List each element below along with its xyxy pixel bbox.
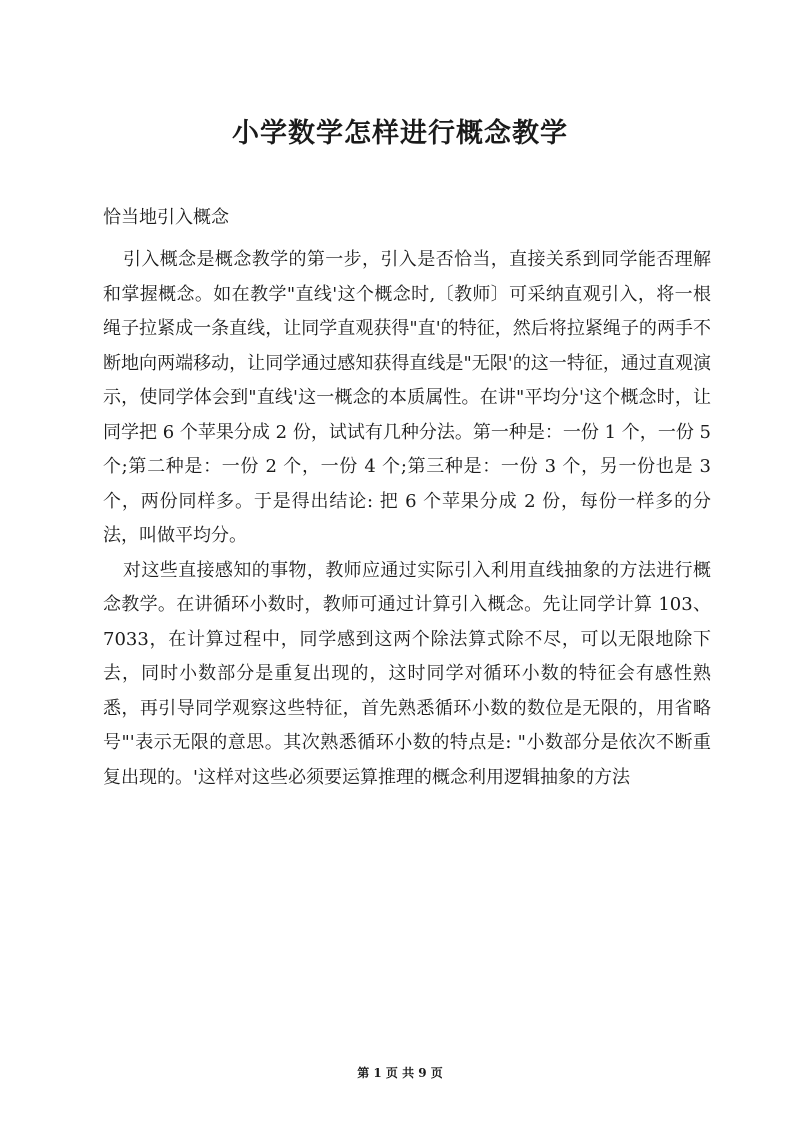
paragraph: 对这些直接感知的事物，教师应通过实际引入利用直线抽象的方法进行概念教学。在讲循环小数时，教师可通过计算引入概念。先让同学计算 103、7033，在计算过程中，同学感到这两个除法算式除不尽，可以无限地除下去，同时小数部分是重复出现的，这时同学对循环小数的特征会有感性熟悉，再引导同学观察这些特征，首先熟悉循环小数的数位是无限的，用省略号"'表示无限的意思。其次熟悉循环小数的特点是: "小数部分是依次不断重复出现的。'这样对这些必须要运算推理的概念利用逻辑抽象的方法	[103, 559, 711, 788]
paragraph: 引入概念是概念教学的第一步，引入是否恰当，直接关系到同学能否理解和掌握概念。如在教学"直线'这个概念时,〔教师〕可采纳直观引入，将一根绳子拉紧成一条直线，让同学直观获得"直'的特征，然后将拉紧绳子的两手不断地向两端移动，让同学通过感知获得直线是"无限'的这一特征，通过直观演示，使同学体会到"直线'这一概念的本质属性。在讲"平均分'这个概念时，让同学把 6 个苹果分成 2 份，试试有几种分法。第一种是：一份 1 个，一份 5 个;第二种是：一份 2 个，一份 4 个;第三种是：一份 3 个，另一份也是 3 个，两份同样多。于是得出结论: 把 6 个苹果分成 2 份，每份一样多的分法，叫做平均分。	[103, 249, 711, 546]
section-heading: 恰当地引入概念	[103, 207, 229, 228]
document-title: 小学数学怎样进行概念教学	[232, 118, 568, 149]
page-footer: 第 1 页 共 9 页	[357, 1066, 443, 1080]
document-body	[103, 243, 711, 795]
